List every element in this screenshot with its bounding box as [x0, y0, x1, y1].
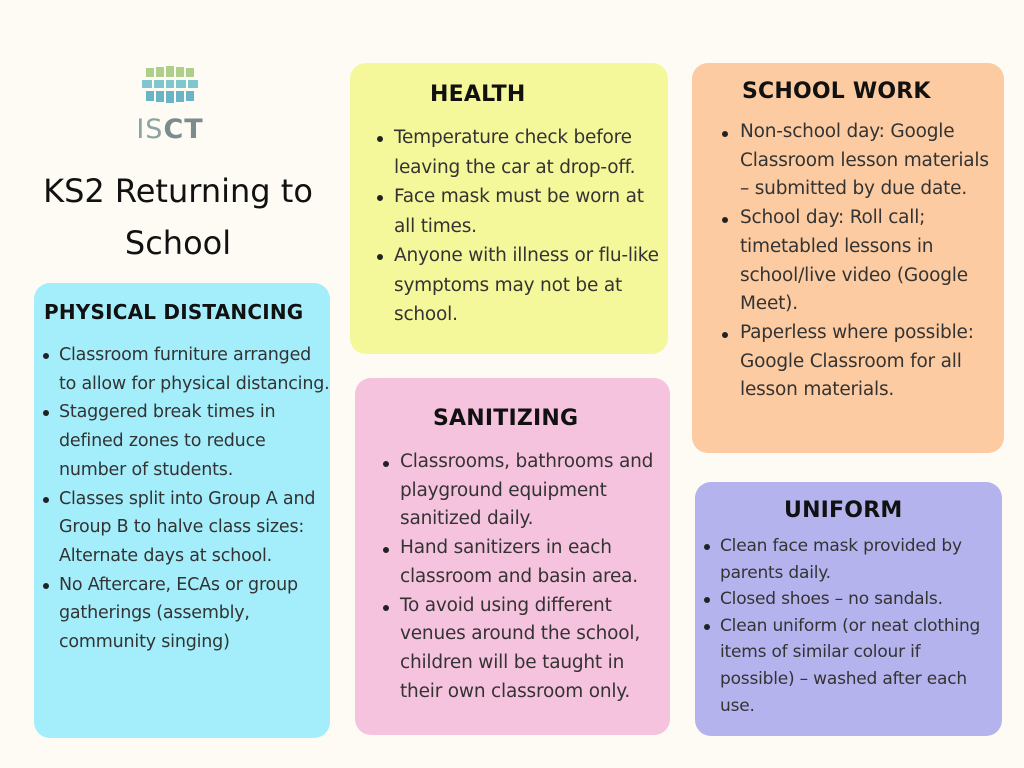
sanitizing-card	[355, 378, 670, 735]
card-heading: UNIFORM	[784, 498, 903, 523]
card-heading: HEALTH	[430, 82, 526, 107]
list-item: Classrooms, bathrooms and playground equipment sanitized daily.	[400, 448, 665, 534]
bullet-list	[720, 533, 998, 719]
list-item: Non-school day: Google Classroom lesson materials – submitted by due date.	[740, 118, 998, 204]
bullet-list	[400, 448, 665, 706]
card-heading: SANITIZING	[433, 406, 579, 431]
school-work-card	[692, 63, 1004, 453]
list-item: Staggered break times in defined zones to reduce number of students.	[59, 398, 331, 484]
list-item: School day: Roll call; timetabled lessons in school/live video (Google Meet).	[740, 204, 998, 319]
list-item: Closed shoes – no sandals.	[720, 586, 998, 613]
logo-text-suffix: CT	[163, 114, 204, 145]
logo-text-prefix: IS	[136, 114, 164, 145]
list-item: Classes split into Group A and Group B to halve class sizes: Alternate days at school.	[59, 485, 331, 571]
logo-wordmark	[120, 114, 220, 145]
list-item: Paperless where possible: Google Classroom for all lesson materials.	[740, 319, 998, 405]
list-item: Clean uniform (or neat clothing items of similar colour if possible) – washed after each use.	[720, 613, 998, 719]
bullet-list	[740, 118, 998, 405]
physical-distancing-card	[34, 283, 330, 738]
list-item: To avoid using different venues around the school, children will be taught in their own classroom only.	[400, 592, 665, 707]
list-item: No Aftercare, ECAs or group gatherings (assembly, community singing)	[59, 571, 331, 657]
bullet-list	[59, 341, 331, 657]
card-heading: SCHOOL WORK	[742, 79, 931, 104]
uniform-card	[695, 482, 1002, 736]
list-item: Temperature check before leaving the car at drop-off.	[394, 123, 662, 182]
list-item: Face mask must be worn at all times.	[394, 182, 662, 241]
list-item: Anyone with illness or flu-like symptoms may not be at school.	[394, 241, 662, 330]
bullet-list	[394, 123, 662, 330]
list-item: Clean face mask provided by parents daily.	[720, 533, 998, 586]
health-card	[350, 63, 668, 354]
card-heading: PHYSICAL DISTANCING	[44, 300, 304, 324]
list-item: Classroom furniture arranged to allow for physical distancing.	[59, 341, 331, 398]
page-title: KS2 Returning to School	[43, 172, 313, 262]
list-item: Hand sanitizers in each classroom and basin area.	[400, 534, 665, 591]
